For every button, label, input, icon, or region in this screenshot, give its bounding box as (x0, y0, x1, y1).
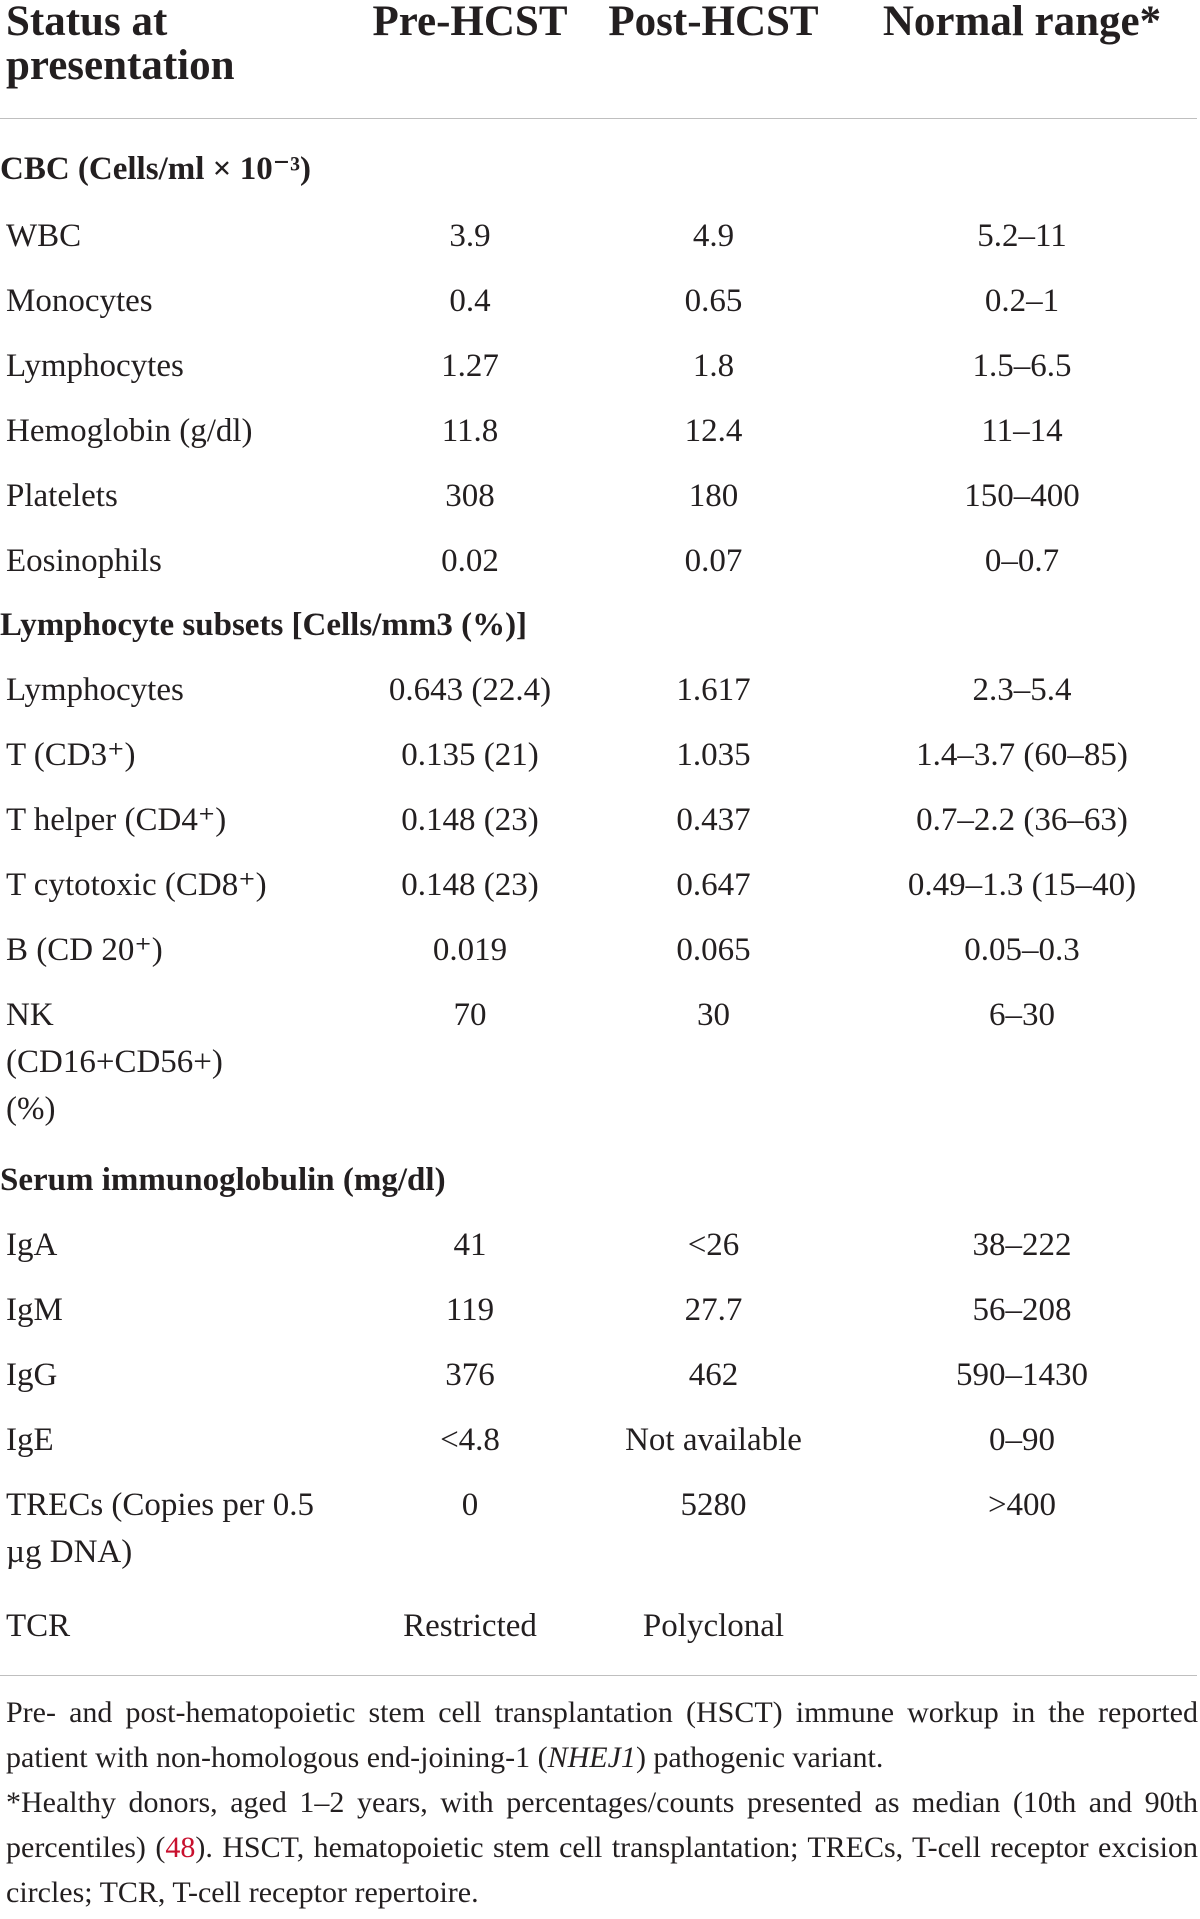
table-row (0, 1273, 1197, 1338)
table-row (0, 718, 1197, 783)
post-value: 12.4 (684, 413, 743, 449)
pre-value: 41 (453, 1227, 487, 1263)
table-row (0, 199, 1197, 264)
table-row (0, 524, 1197, 589)
footnote-caption (6, 1690, 1198, 1780)
row-label: NK (CD16+CD56+) (%) (6, 997, 223, 1127)
post-value: 0.647 (676, 867, 751, 903)
footnote-text: ). HSCT, hematopoietic stem cell transplantation; TRECs, T-cell receptor excision circles; TCR, T-cell receptor repertoire. (6, 1831, 1198, 1909)
table-row (0, 913, 1197, 978)
pre-value: 0.4 (449, 283, 491, 319)
post-value: 0.065 (676, 932, 751, 968)
table-row (0, 1403, 1197, 1468)
pre-value: 0.643 (22.4) (388, 672, 552, 708)
post-value: 1.617 (676, 672, 751, 708)
table-row (0, 394, 1197, 459)
normal-range-value: 1.5–6.5 (972, 348, 1072, 384)
table-row (0, 653, 1197, 718)
post-value: 4.9 (692, 218, 735, 254)
post-value: 1.035 (676, 737, 751, 773)
normal-range-value: 11–14 (981, 413, 1063, 449)
post-value: 27.7 (684, 1292, 743, 1328)
normal-range-value: 56–208 (972, 1292, 1072, 1328)
normal-range-value: 0.49–1.3 (15–40) (907, 867, 1137, 903)
normal-range-value: 0.05–0.3 (964, 932, 1080, 968)
normal-range-value: 5.2–11 (977, 218, 1067, 254)
row-label: IgE (6, 1422, 54, 1458)
section-header-row (0, 1144, 1197, 1208)
row-label: T (CD3⁺) (6, 737, 136, 773)
normal-range-value (847, 1589, 1197, 1675)
pre-value: 308 (445, 478, 495, 514)
table-row (0, 978, 1197, 1144)
row-label: TRECs (Copies per 0.5 µg DNA) (6, 1487, 314, 1570)
post-value: 0.65 (684, 283, 743, 319)
header-normal-range: Normal range* (847, 0, 1197, 119)
post-value: 5280 (680, 1487, 747, 1523)
section-title-cbc: CBC (Cells/ml × 10⁻³) (0, 151, 312, 187)
table-row (0, 1468, 1197, 1589)
pre-value: 0.148 (23) (401, 867, 539, 903)
normal-range-value: >400 (987, 1487, 1057, 1523)
reference-link[interactable]: 48 (165, 1831, 196, 1864)
post-value: 0.437 (676, 802, 751, 838)
row-label: Lymphocytes (6, 348, 184, 384)
pre-value: 0.019 (432, 932, 508, 968)
post-value: 180 (688, 478, 739, 514)
pre-value: 0.148 (23) (401, 802, 539, 838)
table-row (0, 264, 1197, 329)
section-title-lymphocyte-subsets: Lymphocyte subsets [Cells/mm3 (%)] (0, 607, 528, 643)
normal-range-value: 1.4–3.7 (60–85) (916, 737, 1128, 773)
post-value: 30 (697, 997, 730, 1033)
normal-range-value: 6–30 (989, 997, 1055, 1033)
table-header-row (0, 0, 1197, 119)
header-status: Status at presentation (0, 0, 360, 119)
table-footnote (6, 1690, 1198, 1915)
gene-name: NHEJ1 (547, 1741, 636, 1774)
pre-value: 376 (445, 1357, 495, 1393)
table-row (0, 459, 1197, 524)
table-row (0, 848, 1197, 913)
table-row (0, 1589, 1197, 1675)
normal-range-value: 0.2–1 (984, 283, 1060, 319)
normal-range-value: 38–222 (972, 1227, 1072, 1263)
row-label: TCR (0, 1589, 360, 1675)
footnote-text: Pre- and post-hematopoietic stem cell transplantation (HSCT) immune workup in the reported patient with non-homologous end-joining-1 ( (6, 1696, 1198, 1774)
table-row (0, 1338, 1197, 1403)
row-label: Platelets (6, 478, 118, 514)
post-value: 462 (688, 1357, 739, 1393)
row-label: Lymphocytes (6, 672, 184, 708)
pre-value: 11.8 (441, 413, 499, 449)
normal-range-value: 0–0.7 (984, 543, 1060, 579)
row-label: IgA (6, 1227, 58, 1263)
header-pre-hcst: Pre-HCST (360, 0, 580, 119)
normal-range-value: 150–400 (964, 478, 1080, 514)
normal-range-value: 0–90 (989, 1422, 1055, 1458)
row-label: IgG (6, 1357, 58, 1393)
normal-range-value: 0.7–2.2 (36–63) (916, 802, 1128, 838)
post-value: <26 (687, 1227, 740, 1263)
table-row (0, 1208, 1197, 1273)
footnote-text: *Healthy donors, aged 1–2 years, with percentages/counts presented as median (10th and 90th percentiles) ( (6, 1786, 1198, 1864)
pre-value: 0 (461, 1487, 479, 1523)
row-label: T helper (CD4⁺) (6, 802, 227, 838)
post-value: Polyclonal (580, 1589, 847, 1675)
pre-value: 3.9 (449, 218, 491, 254)
pre-value: 0.135 (21) (401, 737, 539, 773)
pre-value: 0.02 (441, 543, 499, 579)
pre-value: 1.27 (441, 348, 499, 384)
table-body (0, 119, 1197, 1676)
footnote-abbreviations (6, 1780, 1198, 1915)
post-value: 0.07 (684, 543, 743, 579)
pre-value: <4.8 (440, 1422, 500, 1458)
section-header-row (0, 119, 1197, 200)
table-row (0, 783, 1197, 848)
post-value: Not available (625, 1422, 802, 1458)
row-label: B (CD 20⁺) (6, 932, 163, 968)
footnote-text: ) pathogenic variant. (635, 1741, 884, 1774)
normal-range-value: 2.3–5.4 (972, 672, 1072, 708)
post-value: 1.8 (692, 348, 735, 384)
row-label: T cytotoxic (CD8⁺) (6, 867, 267, 903)
row-label: Eosinophils (6, 543, 162, 579)
section-title-serum-immunoglobulin: Serum immunoglobulin (mg/dl) (0, 1162, 446, 1198)
pre-value: 70 (453, 997, 487, 1033)
table-row (0, 329, 1197, 394)
row-label: WBC (6, 218, 82, 254)
pre-value: Restricted (360, 1589, 580, 1675)
section-header-row (0, 589, 1197, 653)
row-label: Hemoglobin (g/dl) (6, 413, 253, 449)
header-post-hcst: Post-HCST (580, 0, 847, 119)
pre-value: 119 (445, 1292, 495, 1328)
row-label: Monocytes (6, 283, 153, 319)
row-label: IgM (6, 1292, 63, 1328)
normal-range-value: 590–1430 (956, 1357, 1088, 1393)
